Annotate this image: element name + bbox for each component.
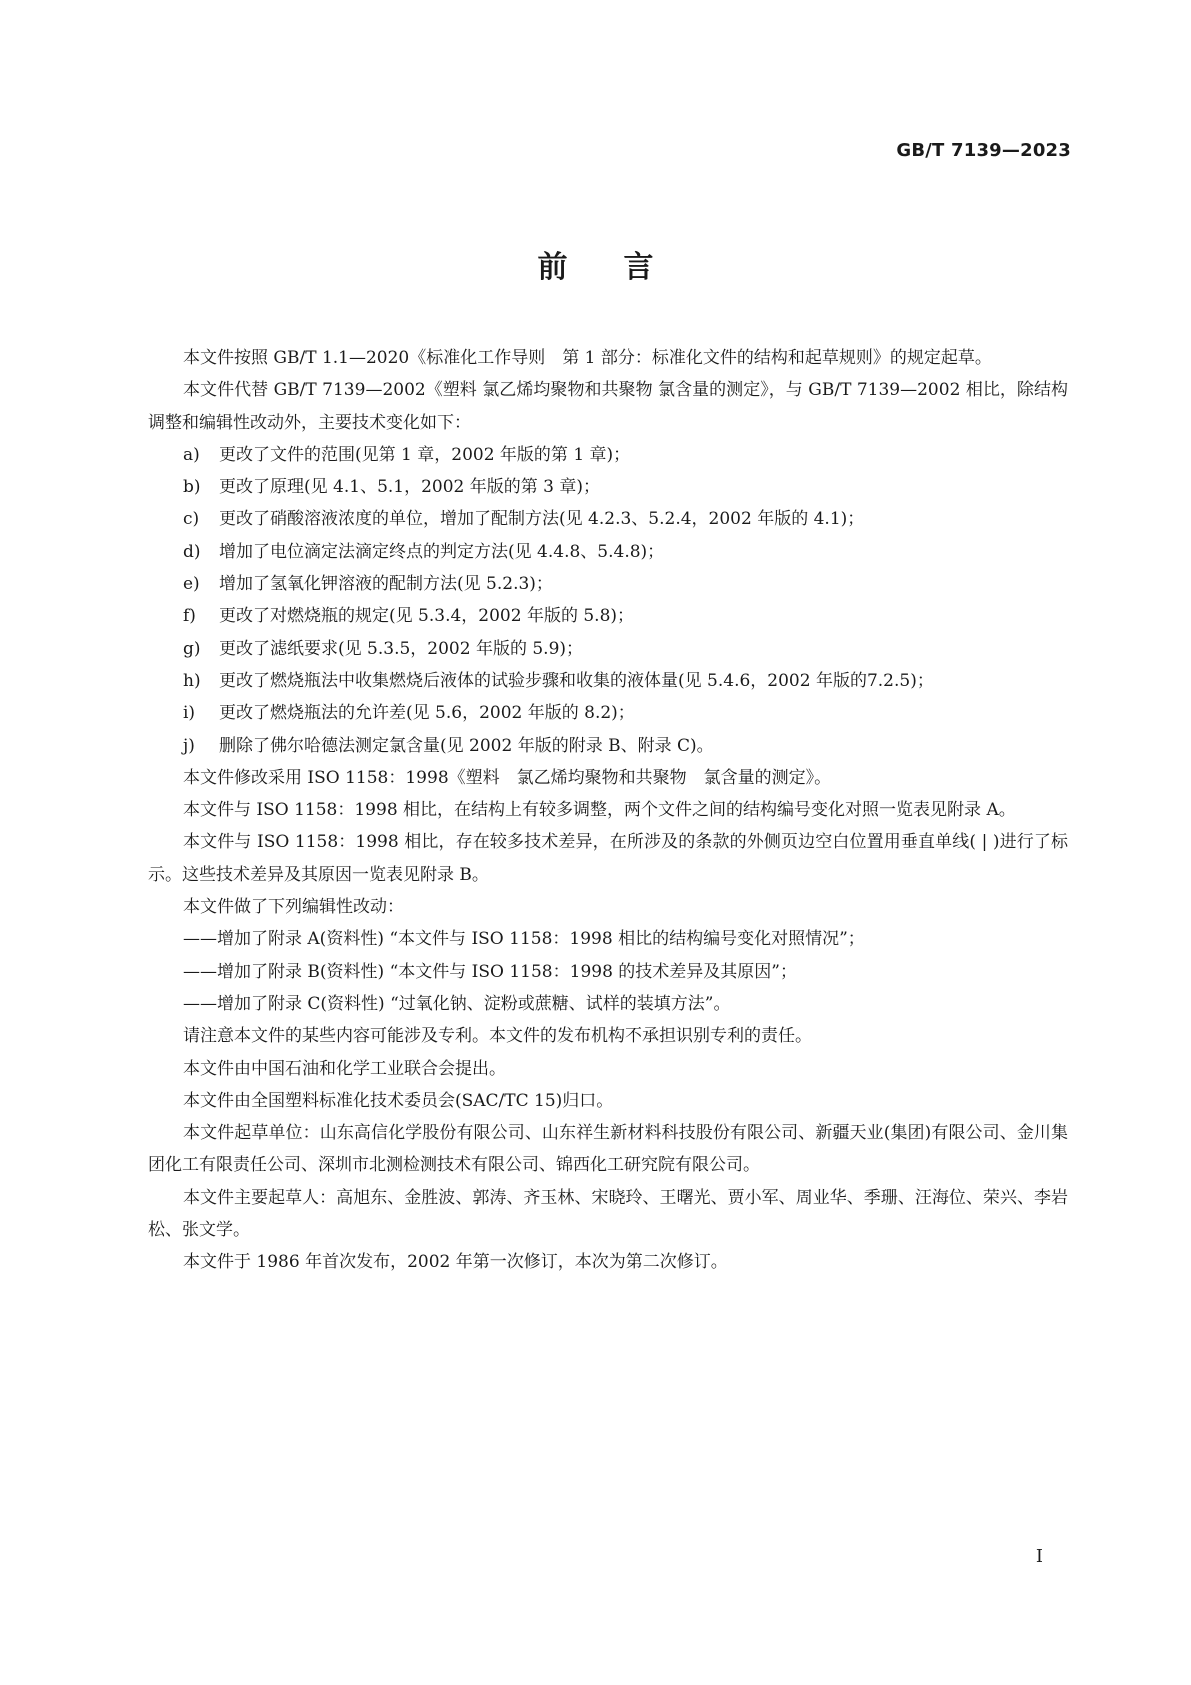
paragraph-technical-committee: 本文件由全国塑料标准化技术委员会(SAC/TC 15)归口。 (183, 1090, 614, 1111)
list-item-text: 更改了硝酸溶液浓度的单位，增加了配制方法(见 4.2.3、5.2.4，2002 年版的 4.1)； (219, 509, 865, 530)
list-item (148, 439, 1068, 471)
list-marker: a) (183, 444, 200, 465)
list-item-text: 更改了原理(见 4.1、5.1，2002 年版的第 3 章)； (219, 477, 601, 498)
list-item-text: 删除了佛尔哈德法测定氯含量(见 2002 年版的附录 B、附录 C)。 (219, 735, 714, 756)
list-item (148, 633, 1068, 665)
list-item: ——增加了附录 A(资料性) “本文件与 ISO 1158：1998 相比的结构编号变化对照情况”； (183, 929, 865, 950)
list-item (148, 697, 1068, 729)
list-item-text: 更改了文件的范围(见第 1 章，2002 年版的第 1 章)； (219, 444, 631, 465)
list-item: ——增加了附录 C(资料性) “过氧化钠、淀粉或蔗糖、试样的装填方法”。 (183, 993, 731, 1014)
paragraph-proposer: 本文件由中国石油和化学工业联合会提出。 (183, 1058, 506, 1079)
list-item-text: 更改了燃烧瓶法中收集燃烧后液体的试验步骤和收集的液体量(见 5.4.6，2002 年版的7.2.5)； (219, 670, 934, 691)
list-item (148, 665, 1068, 697)
list-marker: e) (183, 574, 200, 595)
list-marker: c) (183, 509, 200, 530)
list-item-text: 更改了燃烧瓶法的允许差(见 5.6，2002 年版的 8.2)； (219, 703, 635, 724)
list-item (148, 730, 1068, 762)
list-item-text: 增加了电位滴定法滴定终点的判定方法(见 4.4.8、5.4.8)； (219, 541, 665, 562)
list-marker: b) (183, 477, 201, 498)
technical-changes-list (148, 439, 1068, 762)
list-item (148, 503, 1068, 535)
paragraph-publication-history: 本文件于 1986 年首次发布，2002 年第一次修订，本次为第二次修订。 (183, 1252, 728, 1273)
list-marker: g) (183, 638, 201, 659)
paragraph-drafting-organizations: 本文件起草单位：山东高信化学股份有限公司、山东祥生新材料科技股份有限公司、新疆天业(集团)有限公司、金川集团化工有限责任公司、深圳市北测检测技术有限公司、锦西化工研究院有限公司。 (148, 1123, 1068, 1176)
paragraph-drafters: 本文件主要起草人：高旭东、金胜波、郭涛、齐玉林、宋晓玲、王曙光、贾小军、周业华、季珊、汪海位、荣兴、李岩松、张文学。 (148, 1187, 1068, 1241)
paragraph-technical-deviations: 本文件与 ISO 1158：1998 相比，存在较多技术差异，在所涉及的条款的外侧页边空白位置用垂直单线( | )进行了标示。这些技术差异及其原因一览表见附录 B。 (148, 832, 1068, 885)
list-item-text: 增加了氢氧化钾溶液的配制方法(见 5.2.3)； (219, 574, 553, 595)
list-item (148, 536, 1068, 568)
editorial-changes-list (148, 923, 1068, 1020)
standard-number: GB/T 7139—2023 (896, 140, 1071, 161)
list-marker: f) (183, 606, 196, 627)
list-marker: j) (183, 735, 195, 756)
list-item-text: 更改了对燃烧瓶的规定(见 5.3.4，2002 年版的 5.8)； (219, 606, 635, 627)
foreword-body (148, 342, 1068, 1279)
paragraph-structure-changes: 本文件与 ISO 1158：1998 相比，在结构上有较多调整，两个文件之间的结构编号变化对照一览表见附录 A。 (183, 800, 1016, 821)
list-item (148, 568, 1068, 600)
list-marker: h) (183, 670, 201, 691)
list-item: ——增加了附录 B(资料性) “本文件与 ISO 1158：1998 的技术差异及其原因”； (183, 961, 797, 982)
paragraph-iso-adoption: 本文件修改采用 ISO 1158：1998《塑料 氯乙烯均聚物和共聚物 氯含量的测定》。 (183, 767, 832, 788)
list-marker: d) (183, 541, 201, 562)
paragraph-drafting-rules: 本文件按照 GB/T 1.1—2020《标准化工作导则 第 1 部分：标准化文件的结构和起草规则》的规定起草。 (183, 348, 992, 368)
list-item (148, 600, 1068, 632)
paragraph-replacement: 本文件代替 GB/T 7139—2002《塑料 氯乙烯均聚物和共聚物 氯含量的测定》，与 GB/T 7139—2002 相比，除结构调整和编辑性改动外，主要技术变化如下： (148, 380, 1068, 433)
paragraph-patent-notice: 请注意本文件的某些内容可能涉及专利。本文件的发布机构不承担识别专利的责任。 (183, 1026, 812, 1047)
page-number: I (1035, 1546, 1043, 1567)
page-title: 前言 (537, 250, 710, 285)
list-item (148, 471, 1068, 503)
paragraph-editorial-intro: 本文件做了下列编辑性改动： (183, 897, 404, 918)
list-item-text: 更改了滤纸要求(见 5.3.5，2002 年版的 5.9)； (219, 638, 584, 659)
list-marker: i) (183, 703, 196, 724)
